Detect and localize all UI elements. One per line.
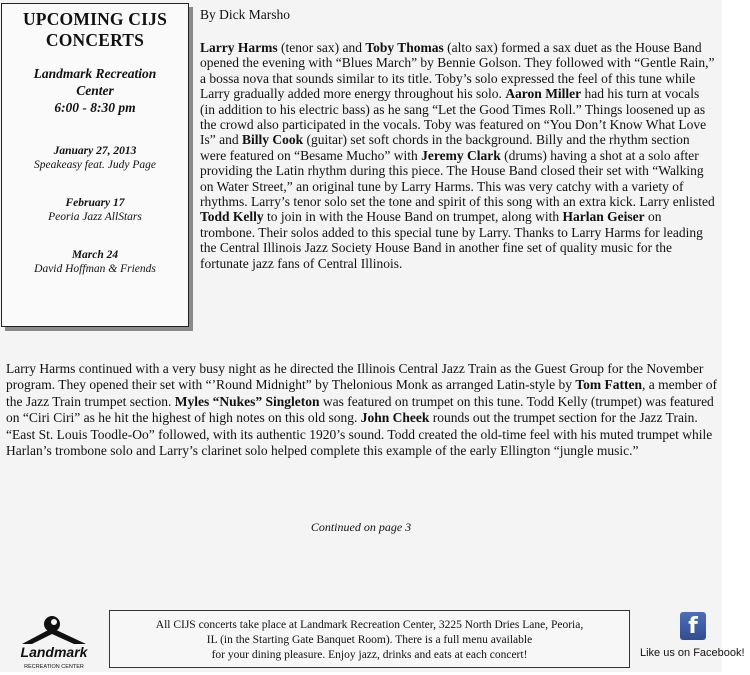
article-text: was featured on trumpet on this tune. Todd Kelly (trumpet) was featured on “Ciri Ciri” as he hit the highest of high notes on this old song. — [6, 393, 714, 426]
performer-name: John Cheek — [360, 410, 430, 426]
facebook-link[interactable]: Like us on Facebook! — [640, 647, 745, 659]
performer-name: Billy Cook — [241, 132, 304, 148]
article-text: to join in with the House Band on trumpet, along with — [263, 209, 563, 225]
landmark-logo — [8, 612, 100, 670]
article-text: had his turn at vocals (in addition to his electric bass) as he sang “Let the Good Times Roll.” Things loosened up as the crowd also participated in the vocals. Toby was featured on “You Don’t Know What Love Is” and — [200, 86, 707, 148]
article-text: (guitar) set soft chords in the background. Billy and the rhythm section were featured on “Besame Mucho” with — [200, 132, 690, 163]
article-text: (tenor sax) and — [277, 40, 366, 55]
performer-name: Tom Fatten — [575, 377, 643, 393]
article-text: rounds out the trumpet section for the Jazz Train. “East St. Louis Toodle-Oo” followed, with its authentic 1920’s sound. Todd created the old-time feel with his muted trumpet while Harlan’s trombone solo and Larry’s clarinet solo helped complete this example of the early Ellington “jungle music.” — [6, 410, 713, 459]
performer-name: Larry Harms — [200, 40, 278, 55]
performer-name: Harlan Geiser — [562, 209, 645, 225]
article-text: (alto sax) formed a sax duet as the House Band opened the evening with “Blues March” by Bennie Golson. They followed with “Gentle Rain,” a bossa nova that sounds similar to its title. Toby’s solo expressed the feel of this tune while Larry gradually added more energy throughout his solo. — [200, 40, 715, 102]
article-text: Larry Harms continued with a very busy night as he directed the Illinois Central Jazz Train as the Guest Group for the November program. They opened their set with “’Round Midnight” by Thelonious Monk as arranged Latin-style by — [6, 361, 704, 393]
concert-event: February 17 Peoria Jazz AllStars — [48, 197, 142, 223]
logo-wordmark: Landmark — [20, 644, 88, 660]
concert-event: March 24 David Hoffman & Friends — [34, 249, 156, 275]
concert-event: January 27, 2013 Speakeasy feat. Judy Page — [34, 145, 156, 171]
venue-footer-note: All CIJS concerts take place at Landmark Recreation Center, 3225 North Dries Lane, Peoria, IL (in the Starting Gate Banquet Room). There is a full menu available for your dining pleasure. Enjoy jazz, drinks and eats at each concert! — [109, 610, 630, 668]
article-text: (drums) having a shot at a solo after providing the Latin rhythm during this piece. The House Band closed their set with “Walking on Water Street,” an original tune by Larry Harms. This was very catchy with a variety of rhythms. Larry’s tenor solo set the tone and spirit of this song with an extra kick. Larry enlisted — [200, 147, 715, 210]
continued-note: Continued on page 3 — [310, 520, 412, 534]
article-text: , a member of the Jazz Train trumpet section. — [6, 377, 717, 409]
venue-info: Landmark Recreation Center 6:00 - 8:30 pm — [33, 66, 157, 115]
facebook-icon[interactable]: f — [680, 612, 706, 640]
logo-subtitle: RECREATION CENTER — [24, 664, 84, 670]
article-paragraph-1 — [200, 40, 716, 271]
upcoming-concerts-box — [1, 3, 189, 327]
article-text: on trombone. Their solos added to this special tune by Larry. Thanks to Larry Harms for leading the Central Illinois Jazz Society House Band in another fine set of quality music for the fortunate jazz fans of Central Illinois. — [200, 209, 703, 271]
performer-name: Toby Thomas — [365, 40, 444, 55]
performer-name: Jeremy Clark — [421, 147, 501, 163]
performer-name: Aaron Miller — [505, 86, 582, 102]
upcoming-concerts-title: UPCOMING CIJS CONCERTS — [22, 9, 168, 50]
performer-name: Todd Kelly — [200, 209, 264, 225]
performer-name: Myles “Nukes” Singleton — [174, 393, 320, 409]
byline: By Dick Marsho — [200, 7, 290, 22]
article-paragraph-2 — [6, 361, 718, 459]
landmark-logo-icon — [8, 612, 100, 670]
